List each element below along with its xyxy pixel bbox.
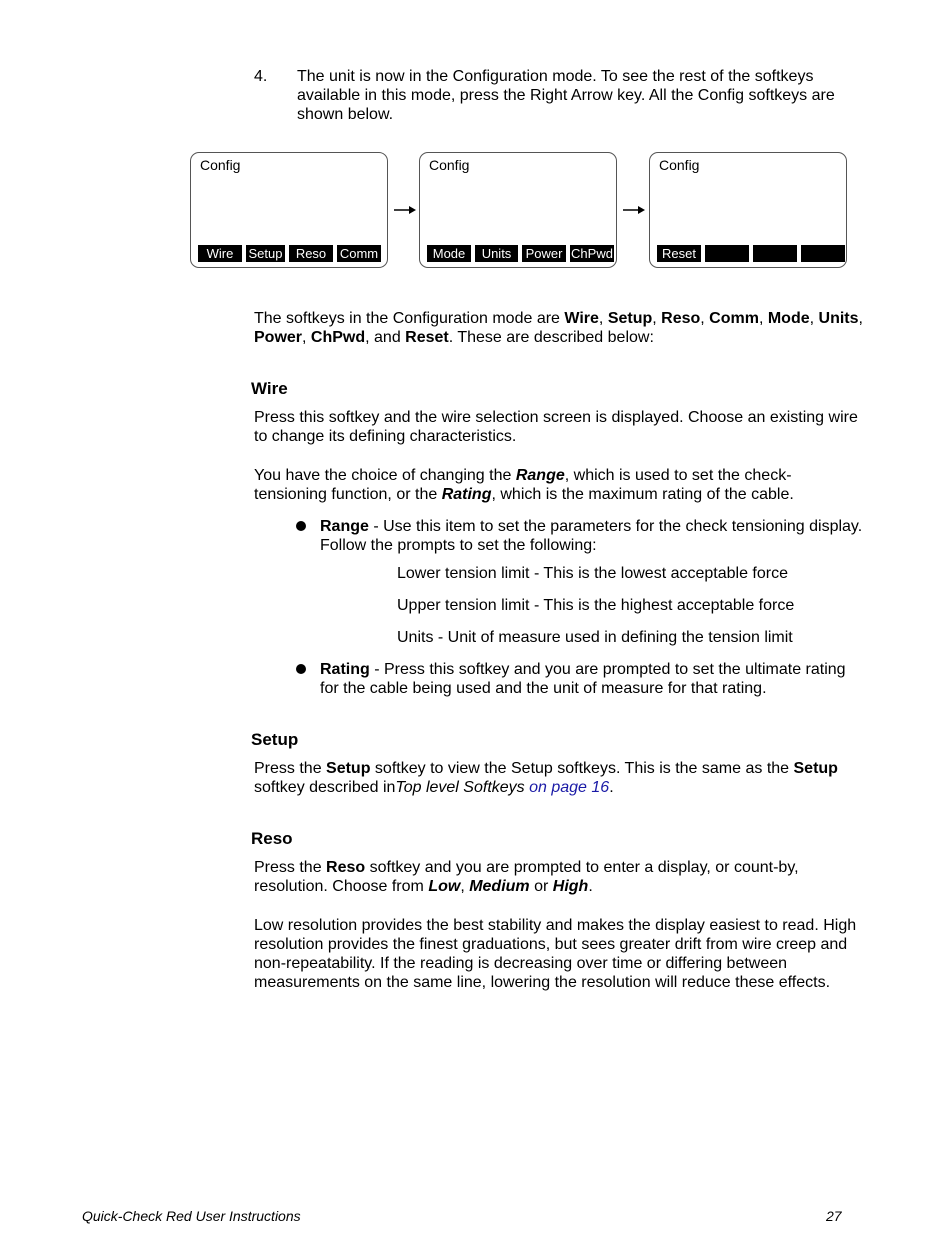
bullet-rating: Rating - Press this softkey and you are prompted to set the ultimate rating for the cable being used and the unit of measure for that rating. bbox=[320, 661, 846, 697]
softkey-comm: Comm bbox=[337, 245, 381, 262]
page-number: 27 bbox=[826, 1208, 842, 1224]
footer-title: Quick-Check Red User Instructions bbox=[82, 1208, 301, 1224]
units-item: Units - Unit of measure used in defining the tension limit bbox=[397, 629, 793, 646]
softkey-blank bbox=[705, 245, 749, 262]
step-number: 4. bbox=[254, 68, 268, 85]
softkey-chpwd: ChPwd bbox=[571, 246, 613, 261]
softkey-wire: Wire bbox=[198, 245, 242, 262]
reso-paragraph-2: Low resolution provides the best stability and makes the display easiest to read. High resolution provides the finest graduations, but sees greater drift from wire creep and non-repeatability. If the reading is decreasing over time or differing between measurements on the same line, lowering the resolution will reduce these effects. bbox=[254, 917, 857, 991]
wire-heading: Wire bbox=[251, 379, 288, 398]
softkey-units: Units bbox=[475, 245, 518, 262]
softkey-row bbox=[427, 245, 614, 262]
lower-limit-item: Lower tension limit - This is the lowest acceptable force bbox=[397, 565, 788, 582]
setup-paragraph: Press the Setup softkey to view the Setup softkeys. This is the same as the Setup softkey described inTop level Softkeys on page 16. bbox=[254, 760, 838, 796]
bullet-dot bbox=[296, 664, 306, 674]
wire-paragraph-1: Press this softkey and the wire selection screen is displayed. Choose an existing wire to change its defining characteristics. bbox=[254, 409, 858, 445]
right-arrow-icon bbox=[622, 203, 646, 217]
screen-title: Config bbox=[429, 157, 470, 173]
softkey-row bbox=[198, 245, 381, 262]
softkey-setup: Setup bbox=[246, 245, 285, 262]
bullet-dot bbox=[296, 521, 306, 531]
softkey-power: Power bbox=[522, 245, 566, 262]
page-link[interactable]: on page 16 bbox=[524, 779, 610, 796]
bullet-range: Range - Use this item to set the parameters for the check tensioning display. Follow the prompts to set the following: bbox=[320, 518, 863, 554]
softkey-reso: Reso bbox=[289, 245, 333, 262]
reso-heading: Reso bbox=[251, 829, 293, 848]
reso-paragraph-1: Press the Reso softkey and you are prompted to enter a display, or count-by, resolution. Choose from Low, Medium or High. bbox=[254, 859, 799, 895]
setup-heading: Setup bbox=[251, 730, 299, 749]
config-screen-2 bbox=[419, 152, 617, 268]
wire-paragraph-2: You have the choice of changing the Range, which is used to set the check-tensioning function, or the Rating, which is the maximum rating of the cable. bbox=[254, 467, 794, 503]
intro-paragraph: The softkeys in the Configuration mode are Wire, Setup, Reso, Comm, Mode, Units, Power, ChPwd, and Reset. These are described below: bbox=[254, 310, 863, 346]
softkey-blank bbox=[801, 245, 845, 262]
upper-limit-item: Upper tension limit - This is the highest acceptable force bbox=[397, 597, 795, 614]
step-text: The unit is now in the Configuration mode. To see the rest of the softkeys available in this mode, press the Right Arrow key. All the Config softkeys are shown below. bbox=[297, 68, 835, 123]
softkey-row bbox=[657, 245, 845, 262]
right-arrow-icon bbox=[393, 203, 417, 217]
cross-reference: Top level Softkeys bbox=[395, 779, 525, 796]
softkey-blank bbox=[753, 245, 797, 262]
softkey-reset: Reset bbox=[657, 245, 701, 262]
config-screen-3 bbox=[649, 152, 847, 268]
softkey-mode: Mode bbox=[427, 245, 471, 262]
screen-title: Config bbox=[659, 157, 700, 173]
screen-title: Config bbox=[200, 157, 241, 173]
config-screen-1 bbox=[190, 152, 388, 268]
